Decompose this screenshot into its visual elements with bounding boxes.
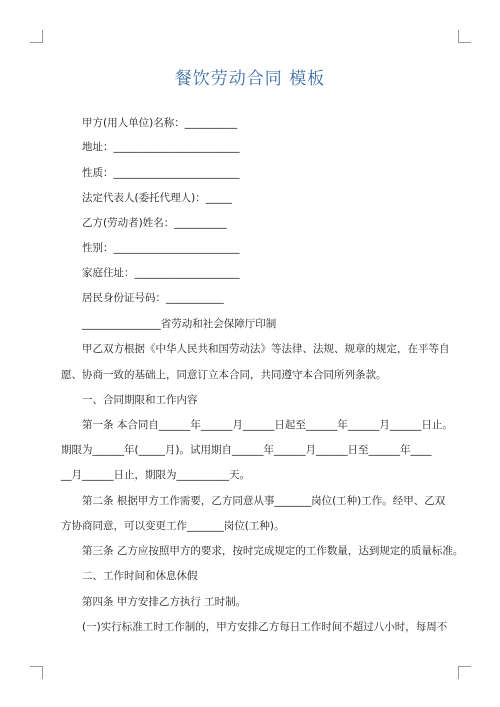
article-1-line: 期限为______年(_____月)。试用期自______年______月______日至______年____ (61, 444, 432, 456)
employee-gender-field: 性别：________________________ (82, 242, 240, 254)
preamble-paragraph-line: 愿、协商一致的基础上，同意订立本合同，共同遵守本合同所列条款。 (61, 369, 387, 381)
crop-mark-top-left (30, 30, 43, 43)
preamble-paragraph-line: 甲乙双方根据《中华人民共和国劳动法》等法律、法规、规章的规定，在平等自 (82, 343, 450, 355)
document-title: 餐饮劳动合同 模板 (174, 69, 326, 89)
section-heading-working-hours: 二、工作时间和休息休假 (82, 570, 198, 582)
article-2-line: 方协商同意，可以变更工作_______岗位(工种)。 (61, 520, 285, 532)
printed-by-line: _______________省劳动和社会保障厅印制 (82, 318, 277, 330)
employer-nature-field: 性质：________________________ (82, 167, 240, 179)
crop-mark-top-right (458, 30, 471, 43)
article-3-line: 第三条 乙方应按照甲方的要求，按时完成规定的工作数量，达到规定的质量标准。 (82, 545, 464, 557)
section-heading-term: 一、合同期限和工作内容 (82, 394, 198, 406)
article-4-clause-1-line: (一)实行标准工时工作制的，甲方安排乙方每日工作时间不超过八小时，每周不 (82, 621, 448, 633)
employer-address-field: 地址：________________________ (82, 141, 240, 153)
article-1-line: __月______日止，期限为__________天。 (61, 469, 250, 481)
legal-representative-field: 法定代表人(委托代理人)：_____ (82, 192, 232, 204)
employer-name-field: 甲方(用人单位)名称：__________ (82, 117, 238, 129)
crop-mark-bottom-right (458, 666, 471, 679)
employee-name-field: 乙方(劳动者)姓名：__________ (82, 217, 227, 229)
article-1-line: 第一条 本合同自______年______月______日起至______年______月______日止。 (82, 419, 453, 431)
article-2-line: 第二条 根据甲方工作需要，乙方同意从事_______岗位(工种)工作。经甲、乙双 (82, 495, 446, 507)
crop-mark-bottom-left (30, 666, 43, 679)
employee-home-address-field: 家庭住址：____________________ (82, 267, 240, 279)
employee-id-number-field: 居民身份证号码：___________ (82, 292, 224, 304)
article-4-line: 第四条 甲方安排乙方执行 工时制。 (82, 596, 247, 608)
